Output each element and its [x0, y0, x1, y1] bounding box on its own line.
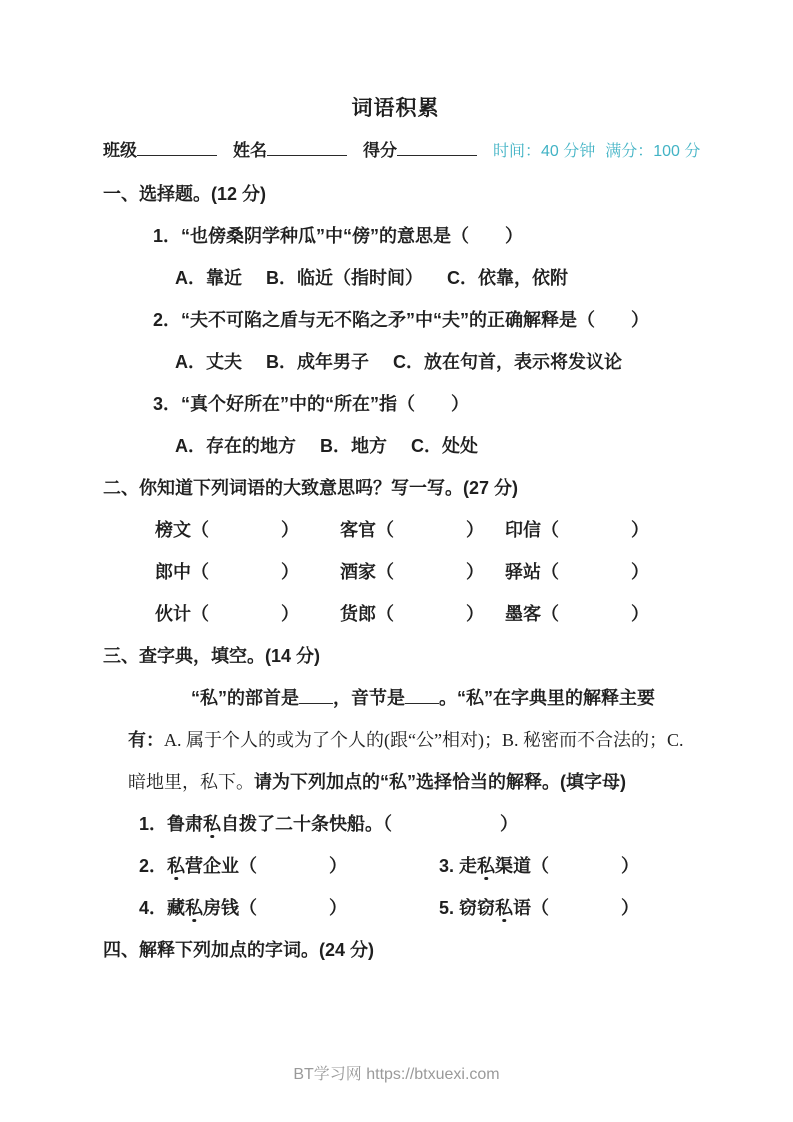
item-post: 语（ ）	[513, 898, 640, 918]
exam-meta	[493, 131, 710, 173]
dict-item-3	[403, 845, 639, 887]
paren-blank: （ ）	[376, 520, 484, 540]
item-pre: 4．藏	[139, 898, 186, 918]
item-post: 渠道（ ）	[495, 856, 640, 876]
option-a: A．存在的地方	[175, 436, 296, 456]
word-cell	[155, 593, 340, 635]
word-label: 郎中	[155, 562, 191, 582]
footer-site-link: BT学习网 https://btxuexi.com	[293, 1066, 500, 1083]
option-b: B．成年男子	[266, 352, 369, 372]
word-cell	[340, 509, 505, 551]
word-cell	[505, 509, 649, 551]
dict-item-1	[103, 803, 688, 845]
question-3-text: 3．“真个好所在”中的“所在”指（ ）	[153, 394, 470, 414]
word-label: 伙计	[155, 604, 191, 624]
dict-item-row	[103, 887, 688, 929]
option-a: A．靠近	[175, 268, 242, 288]
word-label: 驿站	[505, 562, 541, 582]
item-pre: 3. 走	[439, 856, 478, 876]
word-cell	[340, 551, 505, 593]
paren-blank: （ ）	[376, 562, 484, 582]
option-b: B．地方	[320, 436, 387, 456]
question-1-text: 1．“也傍桑阴学种瓜”中“傍”的意思是（ ）	[153, 226, 524, 246]
para-part-4: 请为下列加点的“私”选择恰当的解释。(填字母)	[254, 772, 626, 792]
score-field	[363, 130, 477, 172]
word-label: 墨客	[505, 604, 541, 624]
radical-blank	[299, 699, 333, 704]
para-part-3: 。“私”在字典里的解释主要有：	[128, 688, 655, 750]
time-note: 时间：40 分钟	[493, 143, 596, 160]
item-post: 房钱（ ）	[203, 898, 348, 918]
option-a: A．丈夫	[175, 352, 242, 372]
paren-blank: （ ）	[191, 520, 299, 540]
word-cell	[505, 593, 649, 635]
word-label: 货郎	[340, 604, 376, 624]
item-pre: 5. 窃窃	[439, 898, 496, 918]
section-4-heading: 四、解释下列加点的字词。(24 分)	[103, 940, 375, 960]
word-cell	[340, 593, 505, 635]
word-cell	[155, 551, 340, 593]
word-label: 印信	[505, 520, 541, 540]
paren-blank: （ ）	[376, 604, 484, 624]
item-post: 自拨了二十条快船。（ ）	[221, 814, 519, 834]
student-info-row	[103, 130, 701, 173]
word-cell	[505, 551, 649, 593]
paren-blank: （ ）	[191, 604, 299, 624]
dotted-char: 私	[167, 856, 186, 876]
option-c: C．处处	[411, 436, 478, 456]
option-c: C．放在句首，表示将发议论	[393, 352, 622, 372]
dict-item-5	[403, 887, 639, 929]
score-label: 得分	[363, 141, 397, 160]
word-row	[103, 509, 688, 551]
dotted-char: 私	[495, 898, 514, 918]
name-blank	[267, 151, 347, 156]
paren-blank: （ ）	[541, 604, 649, 624]
dictionary-paragraph	[128, 677, 688, 803]
dotted-char: 私	[185, 898, 204, 918]
paren-blank: （ ）	[541, 562, 649, 582]
word-label: 客官	[340, 520, 376, 540]
paren-blank: （ ）	[191, 562, 299, 582]
class-blank	[137, 151, 217, 156]
question-2-options	[103, 341, 688, 383]
question-2-text: 2．“夫不可陷之盾与无不陷之矛”中“夫”的正确解释是（ ）	[153, 310, 650, 330]
page-title: 词语积累	[351, 97, 440, 120]
dotted-char: 私	[477, 856, 496, 876]
item-pre: 2．	[139, 856, 168, 876]
paren-blank: （ ）	[541, 520, 649, 540]
full-score-note: 满分：100 分	[605, 143, 701, 160]
name-field	[233, 130, 347, 172]
class-field	[103, 130, 217, 172]
item-post: 营企业（ ）	[185, 856, 348, 876]
word-label: 榜文	[155, 520, 191, 540]
section-1-heading: 一、选择题。(12 分)	[103, 184, 267, 204]
word-row	[103, 551, 688, 593]
question-1-options	[103, 257, 688, 299]
section-3-heading: 三、查字典，填空。(14 分)	[103, 646, 321, 666]
question-3-options	[103, 425, 688, 467]
page-footer	[0, 1060, 793, 1090]
dictionary-definitions: A. 属于个人的或为了个人的(跟“公”相对)；B. 秘密而不合法的；C. 暗地里，私下。	[128, 730, 684, 792]
dict-item-2	[103, 845, 403, 887]
class-label: 班级	[103, 141, 137, 160]
syllable-blank	[405, 699, 439, 704]
para-part-2: ，音节是	[333, 688, 405, 708]
dotted-char: 私	[203, 814, 222, 834]
option-c: C．依靠，依附	[447, 268, 568, 288]
word-cell	[155, 509, 340, 551]
word-label: 酒家	[340, 562, 376, 582]
score-blank	[397, 151, 477, 156]
item-pre: 1．鲁肃	[139, 814, 204, 834]
dict-item-row	[103, 845, 688, 887]
word-row	[103, 593, 688, 635]
dict-item-4	[103, 887, 403, 929]
section-2-heading: 二、你知道下列词语的大致意思吗？写一写。(27 分)	[103, 478, 519, 498]
name-label: 姓名	[233, 141, 267, 160]
para-part-1: “私”的部首是	[191, 688, 299, 708]
option-b: B．临近（指时间）	[266, 268, 423, 288]
